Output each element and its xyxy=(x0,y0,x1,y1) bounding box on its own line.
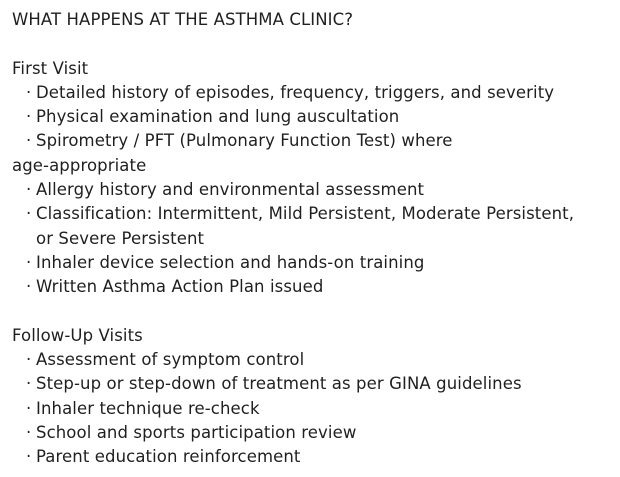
document xyxy=(12,8,612,470)
bullet-icon: · xyxy=(26,447,32,467)
bullet-icon: · xyxy=(26,398,32,418)
list-item: · Parent education reinforcement xyxy=(12,445,612,469)
list-item: · Classification: Intermittent, Mild Persistent, Moderate Persistent, xyxy=(12,202,612,226)
list-item: · Detailed history of episodes, frequency, triggers, and severity xyxy=(12,81,612,105)
list-item: · Inhaler technique re-check xyxy=(12,397,612,421)
list-item: · Physical examination and lung auscultation xyxy=(12,105,612,129)
list-item: · Inhaler device selection and hands-on training xyxy=(12,251,612,275)
bullet-icon: · xyxy=(26,131,32,151)
list-item: · School and sports participation review xyxy=(12,421,612,445)
list-item: · Allergy history and environmental assessment xyxy=(12,178,612,202)
bullet-icon: · xyxy=(26,82,32,102)
bullet-icon: · xyxy=(26,180,32,200)
list-item: · Assessment of symptom control xyxy=(12,348,612,372)
list-item-continuation: age-appropriate xyxy=(12,155,147,175)
bullet-icon: · xyxy=(26,252,32,272)
list-item-continuation: or Severe Persistent xyxy=(36,228,205,248)
spacer xyxy=(12,32,612,56)
list-item: · Written Asthma Action Plan issued xyxy=(12,275,612,299)
page-title: WHAT HAPPENS AT THE ASTHMA CLINIC? xyxy=(12,10,354,29)
first-visit-heading: First Visit xyxy=(12,58,89,78)
list-item: · Step-up or step-down of treatment as per GINA guidelines xyxy=(12,372,612,396)
bullet-icon: · xyxy=(26,204,32,224)
bullet-icon: · xyxy=(26,107,32,127)
bullet-icon: · xyxy=(26,350,32,370)
follow-up-heading: Follow-Up Visits xyxy=(12,325,143,345)
spacer xyxy=(12,300,612,324)
bullet-icon: · xyxy=(26,277,32,297)
bullet-icon: · xyxy=(26,423,32,443)
list-item: · Spirometry / PFT (Pulmonary Function Test) where xyxy=(12,129,612,153)
bullet-icon: · xyxy=(26,374,32,394)
